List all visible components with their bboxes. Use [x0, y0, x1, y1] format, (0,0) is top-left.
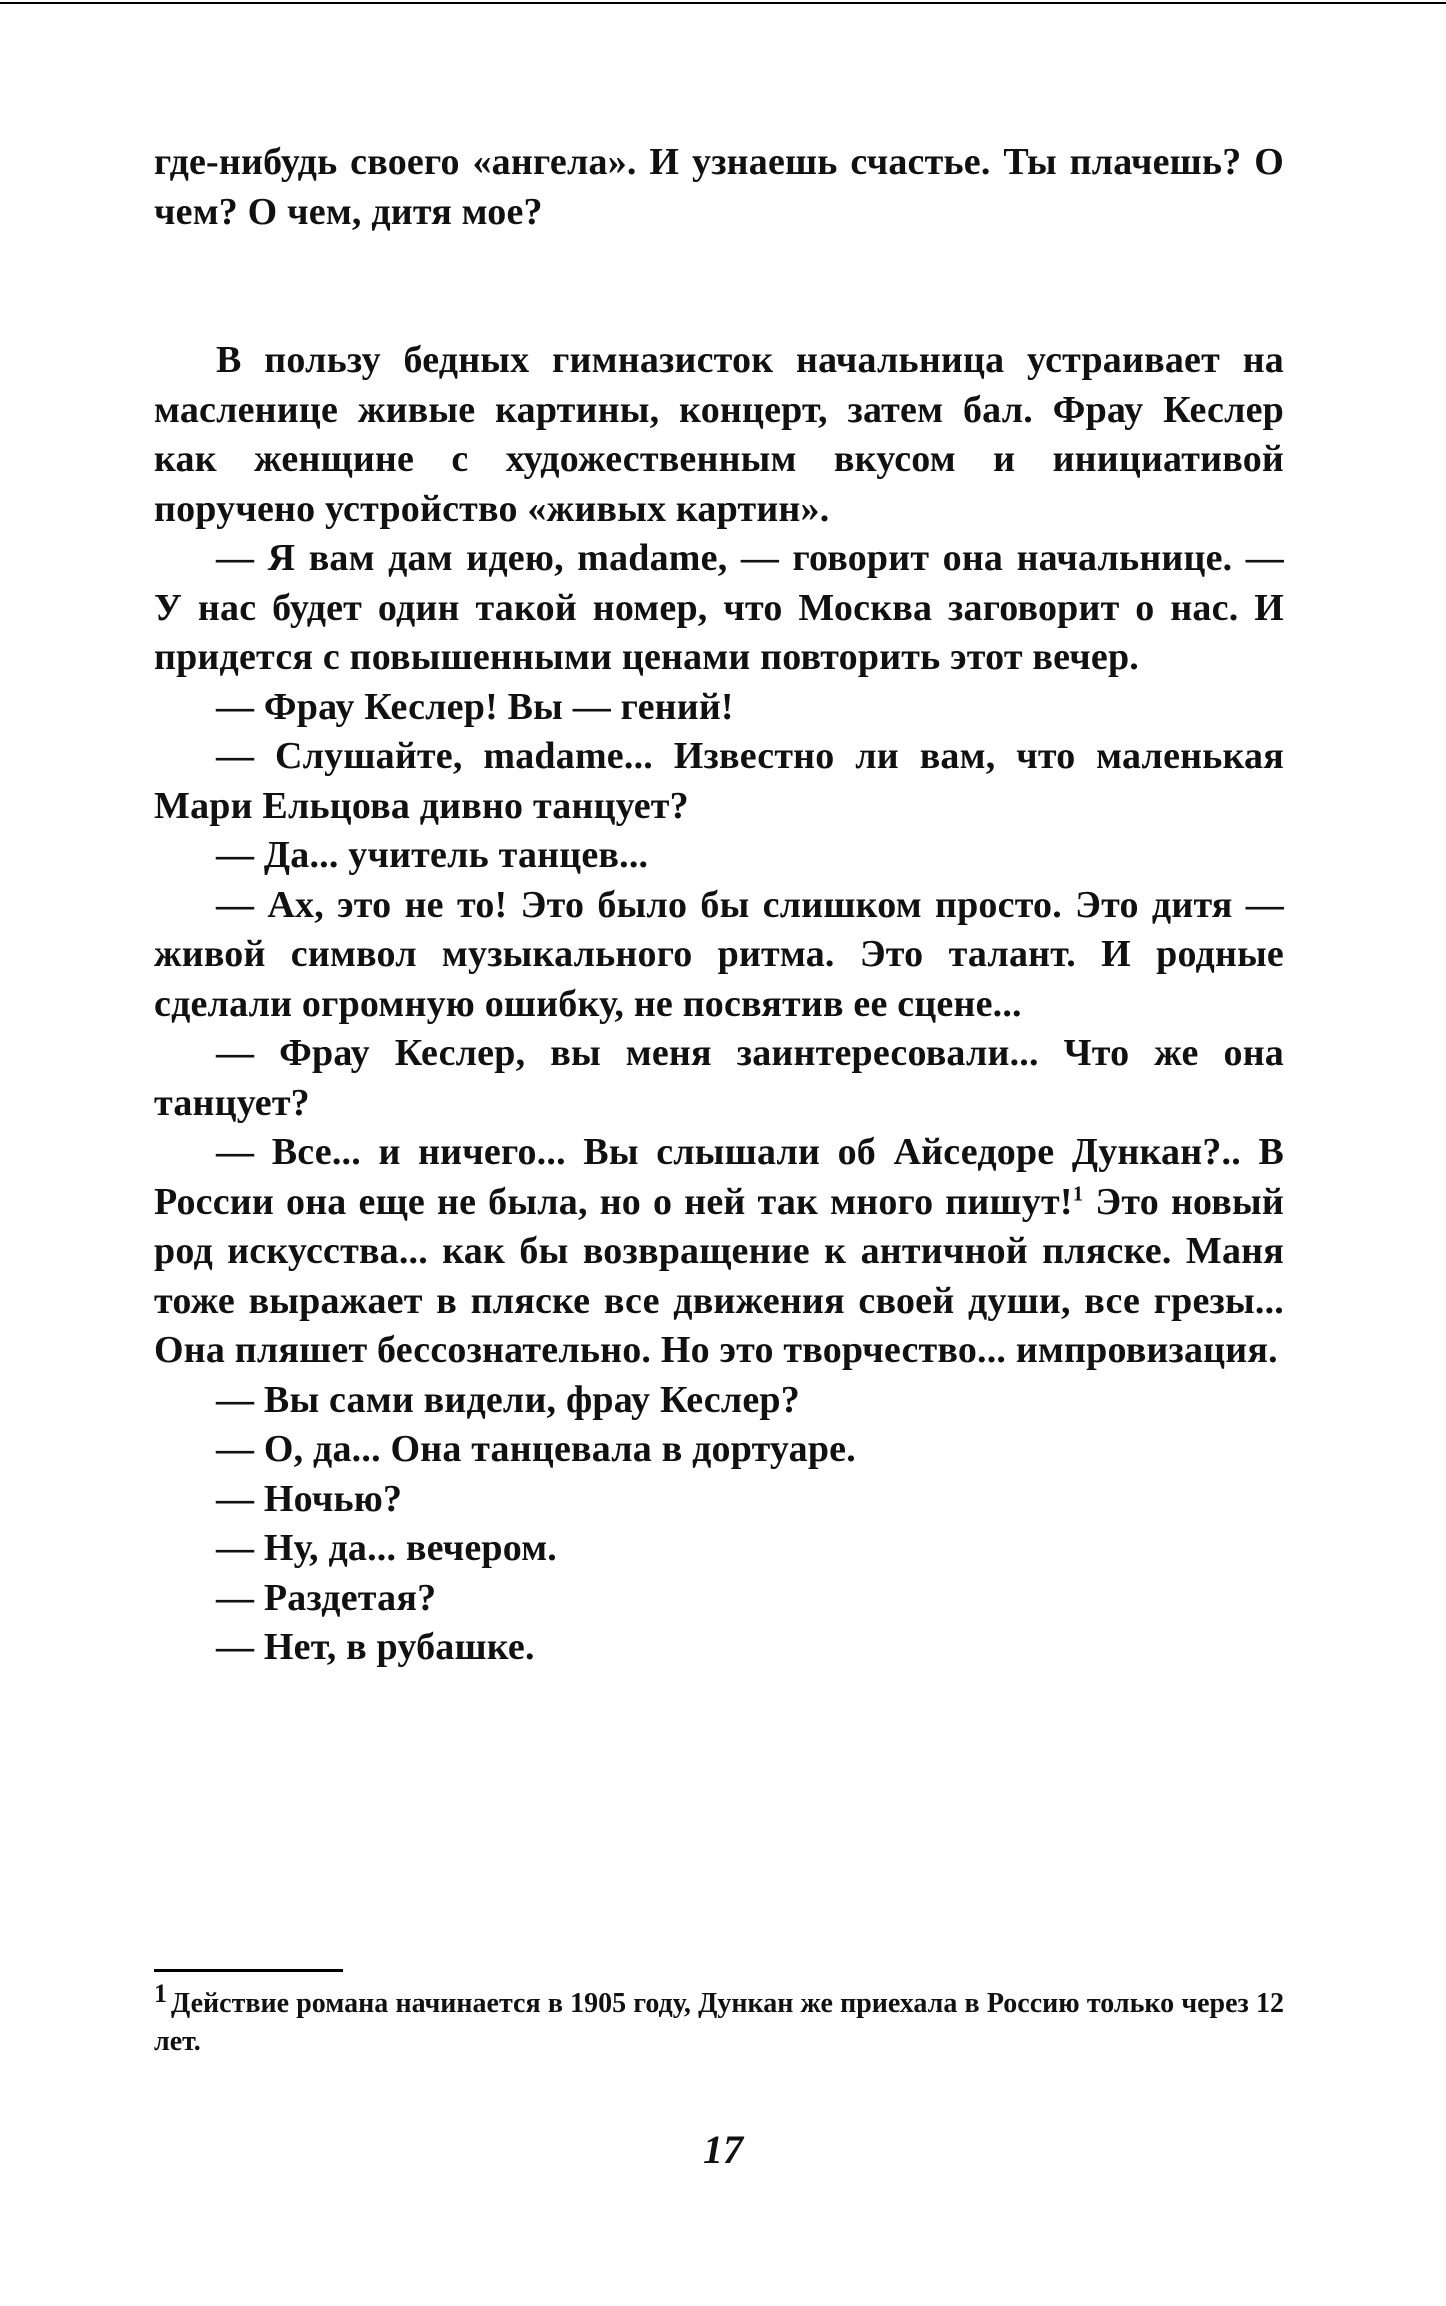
dialogue-text: — Все... и ничего... Вы слышали об Айседоре Дункан?.. В России она еще не была, но о ней так много пишут!	[154, 1131, 1284, 1223]
dialogue-line-with-footnote	[154, 1128, 1284, 1376]
dialogue-text-continued: Это новый род искусства... как бы возвращение к античной пляске. Маня тоже выражает в пляске все движения своей души, все грезы... Она пляшет бессознательно. Но это творчество... импровизация.	[154, 1180, 1284, 1371]
footnote-reference: 1	[1072, 1180, 1084, 1205]
dialogue-line: — Ночью?	[216, 1477, 403, 1520]
dialogue-line: — Фрау Кеслер, вы меня заинтересовали... Что же она танцует?	[154, 1032, 1284, 1124]
dialogue-line: — Вы сами видели, фрау Кеслер?	[216, 1378, 800, 1421]
dialogue-line: — О, да... Она танцевала в дортуаре.	[216, 1428, 856, 1470]
paragraph-narration: В пользу бедных гимназисток начальница устраивает на масленице живые картины, концерт, затем бал. Фрау Кеслер как женщине с художественным вкусом и инициативой поручено устройство «живых картин».	[154, 339, 1284, 530]
dialogue-line: — Ну, да... вечером.	[216, 1527, 558, 1569]
page-body	[154, 138, 1284, 1673]
paragraph-continuation: где-нибудь своего «ангела». И узнаешь счастье. Ты плачешь? О чем? О чем, дитя мое?	[154, 141, 1284, 233]
dialogue-line: — Нет, в рубашке.	[216, 1626, 535, 1668]
dialogue-line: — Я вам дам идею, madame, — говорит она начальнице. — У нас будет один такой номер, что Москва заговорит о нас. И придется с повышенными ценами повторить этот вечер.	[154, 537, 1284, 678]
dialogue-line: — Фрау Кеслер! Вы — гений!	[216, 685, 734, 728]
footnote-mark: 1	[154, 1979, 167, 2008]
footnote-separator	[154, 1969, 343, 1972]
top-border-rule	[0, 2, 1446, 4]
page-number: 17	[703, 2127, 743, 2172]
dialogue-line: — Ах, это не то! Это было бы слишком просто. Это дитя — живой символ музыкального ритма. Это талант. И родные сделали огромную ошибку, не посвятив ее сцене...	[154, 883, 1284, 1025]
section-break	[154, 237, 1284, 336]
dialogue-line: — Да... учитель танцев...	[216, 834, 649, 876]
dialogue-line: — Раздетая?	[216, 1576, 437, 1619]
footnote	[154, 1979, 1284, 2061]
dialogue-line: — Слушайте, madame... Известно ли вам, что маленькая Мари Ельцова дивно танцует?	[154, 735, 1284, 827]
footnote-text: Действие романа начинается в 1905 году, Дункан же приехала в Россию только через 12 лет.	[154, 1988, 1284, 2057]
